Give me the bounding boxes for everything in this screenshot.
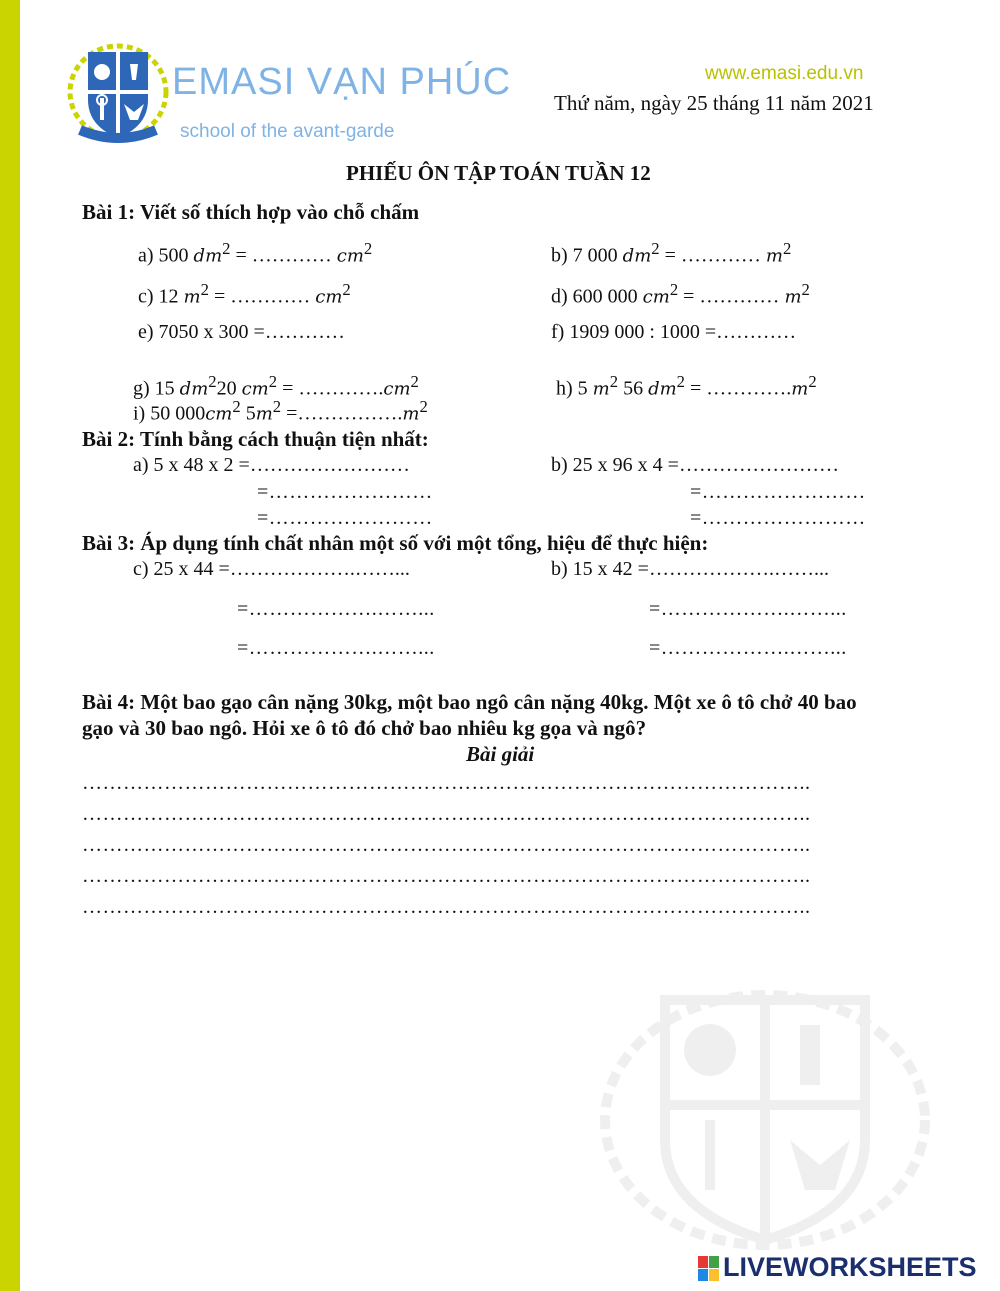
school-name: EMASI VẠN PHÚC — [172, 61, 512, 103]
school-crest-logo — [66, 40, 170, 144]
solution-label: Bài giải — [466, 742, 535, 766]
exercise-1h: h) 5 $m^2$ 56 $dm^2$ = $\dots\dots\dots\dots.m^2$ — [556, 372, 817, 400]
exercise-1g: g) 15 $dm^220$ $cm^2$ = $\dots\dots\dots\dots.cm^2$ — [133, 372, 419, 400]
answer-line-5: …………………………………………………………………………………………….. — [82, 896, 811, 918]
exercise-2a-line-2: =…………………… — [257, 481, 433, 503]
exercise-1e: e) 7050 x 300 =………… — [138, 321, 345, 343]
exercise-1c: c) 12 $m^2$ = ………… $cm^2$ — [138, 280, 351, 308]
crest-watermark — [595, 990, 935, 1250]
exercise-3c-line-3: =……………….……... — [237, 637, 435, 659]
left-accent-bar — [0, 0, 20, 1291]
exercise-3-heading: Bài 3: Áp dụng tính chất nhân một số với một tổng, hiệu để thực hiện: — [82, 531, 709, 555]
school-website: www.emasi.edu.vn — [705, 63, 864, 84]
exercise-1d: d) 600 000 $cm^2$ = ………… $m^2$ — [551, 280, 810, 308]
exercise-1-heading: Bài 1: Viết số thích hợp vào chỗ chấm — [82, 200, 420, 224]
worksheet-title: PHIẾU ÔN TẬP TOÁN TUẦN 12 — [346, 161, 651, 185]
exercise-3c-line-2: =……………….……... — [237, 598, 435, 620]
exercise-1i: i) 50 $000cm^2$ $5m^2$ $=\dots\dots\dots\dots\dots.m^2$ — [133, 397, 428, 425]
exercise-1b: b) 7 000 $dm^2$ = ………… $m^2$ — [551, 239, 792, 267]
answer-line-3: …………………………………………………………………………………………….. — [82, 834, 811, 856]
exercise-3b-line-2: =……………….……... — [649, 598, 847, 620]
answer-line-1: …………………………………………………………………………………………….. — [82, 772, 811, 794]
school-tagline: school of the avant-garde — [180, 121, 395, 142]
exercise-1a: a) 500 $dm^2$ = ………… $cm^2$ — [138, 239, 373, 267]
exercise-1f: f) 1909 000 : 1000 =………… — [551, 321, 797, 343]
exercise-3b-line-3: =……………….……... — [649, 637, 847, 659]
liveworksheets-brand: LIVEWORKSHEETS — [723, 1252, 977, 1282]
exercise-2b-line-2: =…………………… — [690, 481, 866, 503]
exercise-3b: b) 15 x 42 =……………….……... — [551, 558, 829, 580]
exercise-2a-line-3: =…………………… — [257, 507, 433, 529]
exercise-2a: a) 5 x 48 x 2 =…………………… — [133, 454, 410, 476]
exercise-2b-line-3: =…………………… — [690, 507, 866, 529]
answer-line-4: …………………………………………………………………………………………….. — [82, 865, 811, 887]
exercise-4-line-1: Bài 4: Một bao gạo cân nặng 30kg, một bao ngô cân nặng 40kg. Một xe ô tô chở 40 bao — [82, 690, 857, 714]
answer-line-2: …………………………………………………………………………………………….. — [82, 803, 811, 825]
worksheet-date: Thứ năm, ngày 25 tháng 11 năm 2021 — [554, 91, 874, 115]
exercise-2b: b) 25 x 96 x 4 =…………………… — [551, 454, 839, 476]
exercise-3c: c) 25 x 44 =……………….……... — [133, 558, 410, 580]
exercise-4-line-2: gạo và 30 bao ngô. Hỏi xe ô tô đó chở bao nhiêu kg gọa và ngô? — [82, 716, 647, 740]
liveworksheets-logo-icon — [698, 1256, 720, 1282]
exercise-2-heading: Bài 2: Tính bằng cách thuận tiện nhất: — [82, 427, 429, 451]
